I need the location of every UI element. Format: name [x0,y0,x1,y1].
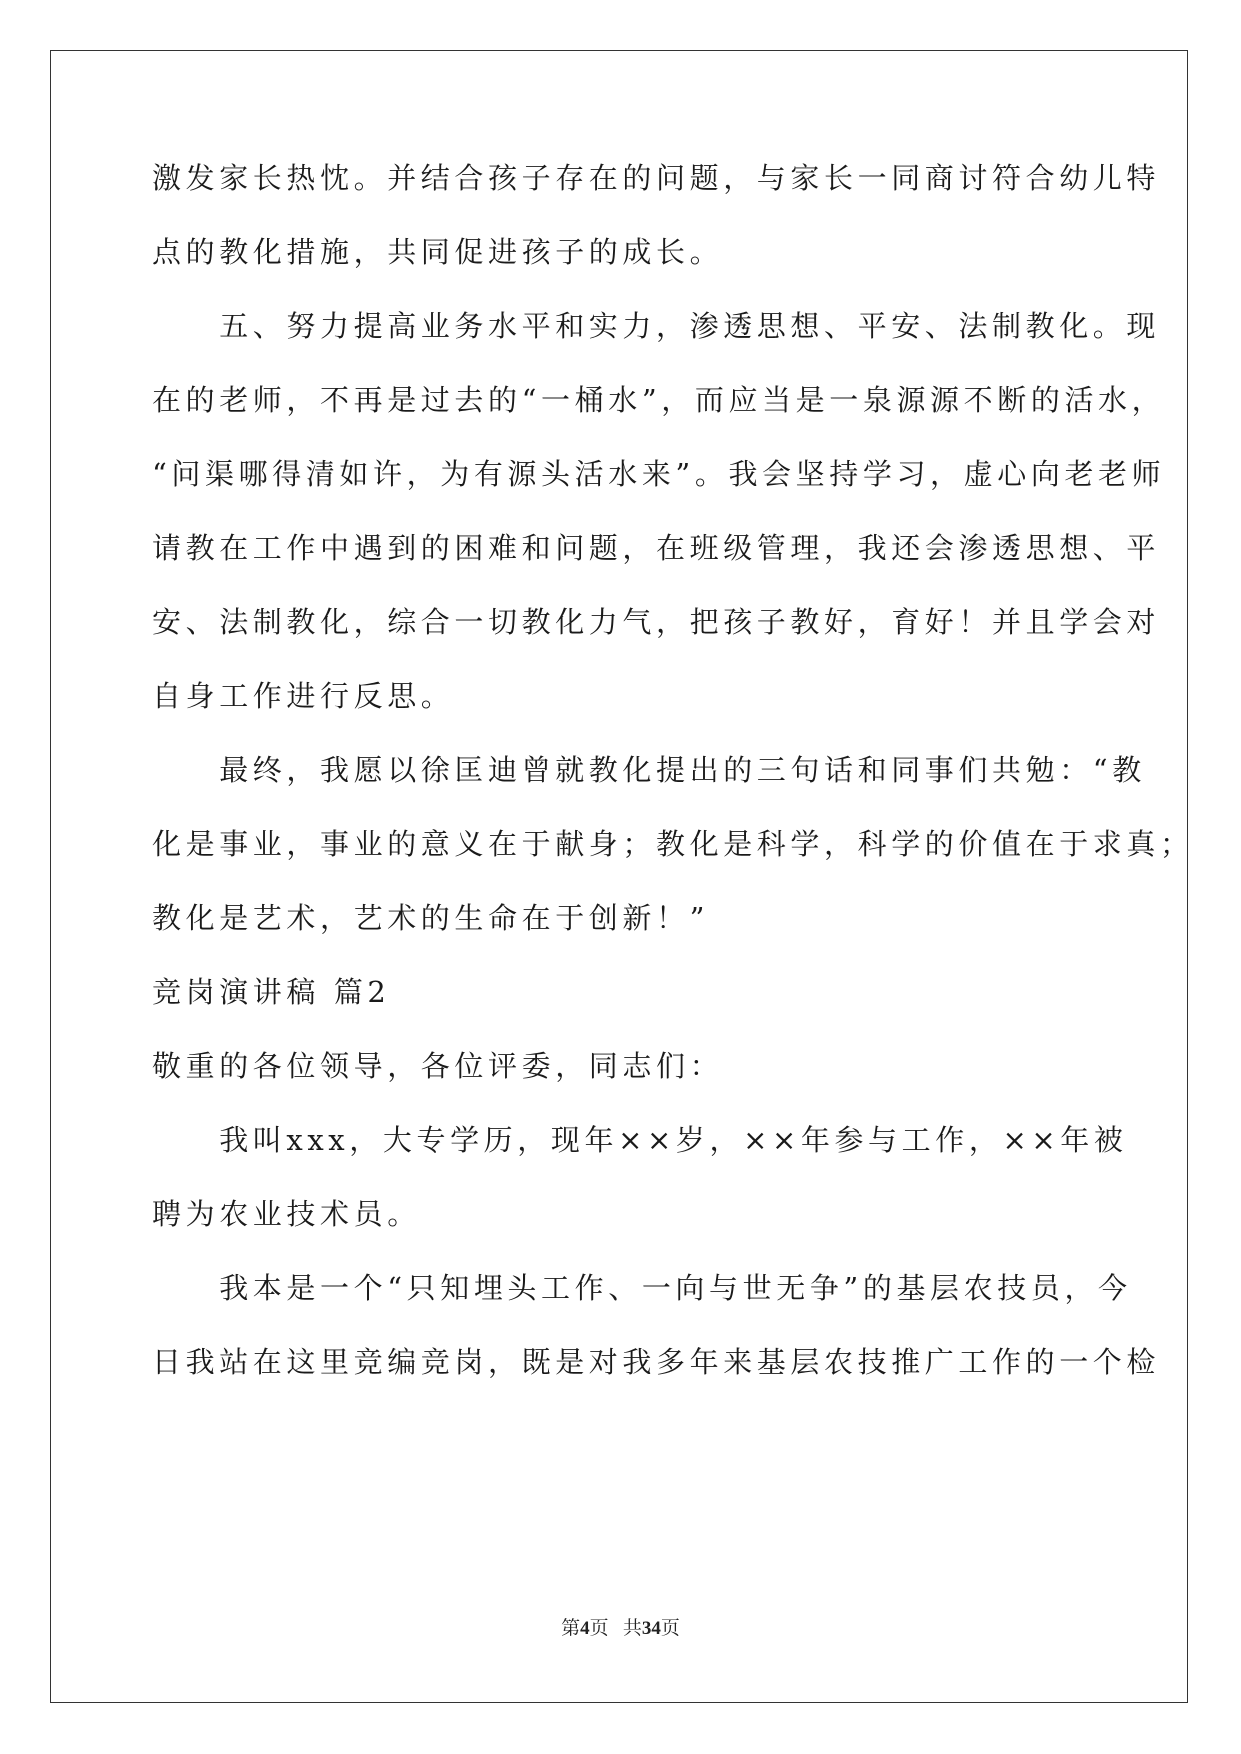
text-line: 日我站在这里竞编竞岗，既是对我多年来基层农技推广工作的一个检 [152,1345,1161,1379]
text-line: 在的老师，不再是过去的“一桶水”，而应当是一泉源源不断的活水， [152,383,1166,417]
text-line: 安、法制教化，综合一切教化力气，把孩子教好，育好！并且学会对 [152,605,1161,639]
page-border [50,50,1188,1703]
text-line: 激发家长热忱。并结合孩子存在的问题，与家长一同商讨符合幼儿特 [152,161,1161,195]
page-suffix: 页 [589,1618,609,1639]
text-line: 聘为农业技术员。 [152,1197,421,1231]
text-line: 请教在工作中遇到的困难和问题，在班级管理，我还会渗透思想、平 [152,531,1161,565]
page-footer [0,1613,1241,1640]
text-line: “问渠哪得清如许，为有源头活水来”。我会坚持学习，虚心向老老师 [152,457,1166,491]
text-line: 我叫xxx，大专学历，现年××岁，××年参与工作，××年被 [152,1123,1128,1157]
text-line: 教化是艺术，艺术的生命在于创新！” [152,901,710,935]
total-prefix: 共 [622,1618,642,1639]
text-line: 我本是一个“只知埋头工作、一向与世无争”的基层农技员，今 [152,1271,1132,1305]
text-line: 化是事业，事业的意义在于献身；教化是科学，科学的价值在于求真； [152,827,1194,861]
text-line: 五、努力提高业务水平和实力，渗透思想、平安、法制教化。现 [152,309,1161,343]
section-heading: 竞岗演讲稿 篇2 [152,975,391,1009]
text-line: 自身工作进行反思。 [152,679,455,713]
text-line: 点的教化措施，共同促进孩子的成长。 [152,235,724,269]
page-prefix: 第 [561,1618,581,1639]
total-suffix: 页 [660,1618,680,1639]
page-number: 4 [580,1618,590,1639]
salutation: 敬重的各位领导，各位评委，同志们： [152,1049,724,1083]
total-pages: 34 [641,1618,661,1639]
text-line: 最终，我愿以徐匡迪曾就教化提出的三句话和同事们共勉：“教 [152,753,1146,787]
